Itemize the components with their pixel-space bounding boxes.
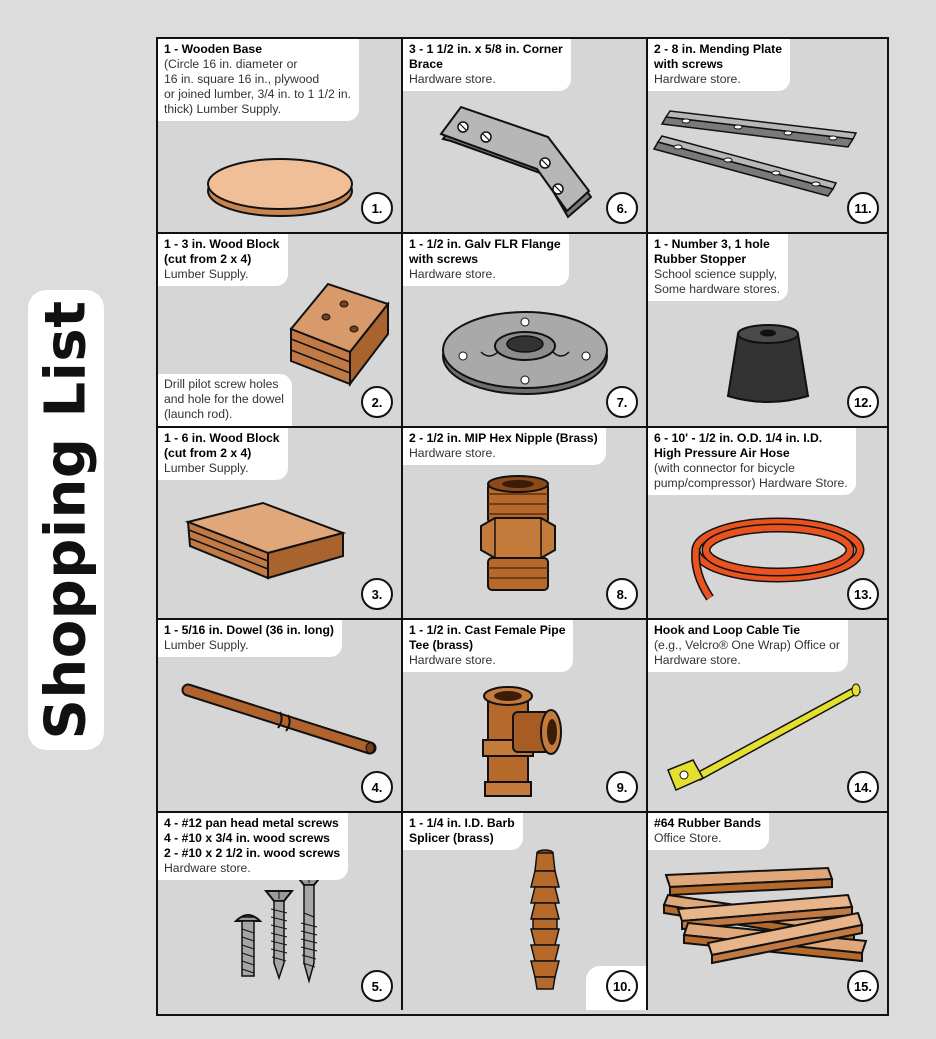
item-label xyxy=(648,620,848,672)
item-label xyxy=(648,428,856,495)
item-note: Drill pilot screw holes and hole for the dowel (launch rod). xyxy=(158,374,292,426)
item-number: 4. xyxy=(361,771,393,803)
list-item xyxy=(403,620,648,813)
item-title: 1 - 1/4 in. I.D. Barb Splicer (brass) xyxy=(409,816,515,845)
list-item xyxy=(158,428,403,620)
item-number: 10. xyxy=(606,970,638,1002)
item-number: 15. xyxy=(847,970,879,1002)
item-source: Lumber Supply. xyxy=(164,267,249,281)
item-source: Hardware store. xyxy=(164,861,251,875)
item-title: 2 - 8 in. Mending Plate with screws xyxy=(654,42,782,71)
item-number: 7. xyxy=(606,386,638,418)
item-label xyxy=(403,234,569,286)
item-source: Lumber Supply. xyxy=(164,461,249,475)
item-source: Hardware store. xyxy=(654,72,741,86)
list-item xyxy=(403,428,648,620)
item-title: 6 - 10' - 1/2 in. O.D. 1/4 in. I.D. High Pressure Air Hose xyxy=(654,431,823,460)
item-number: 3. xyxy=(361,578,393,610)
item-number: 1. xyxy=(361,192,393,224)
list-item xyxy=(648,234,887,428)
item-title: Hook and Loop Cable Tie xyxy=(654,623,801,637)
item-label xyxy=(648,39,790,91)
item-label xyxy=(648,234,788,301)
item-source: Lumber Supply. xyxy=(164,638,249,652)
item-label xyxy=(158,620,342,657)
list-item xyxy=(158,39,403,234)
item-title: 1 - 5/16 in. Dowel (36 in. long) xyxy=(164,623,334,637)
item-title: 1 - 1/2 in. Galv FLR Flange with screws xyxy=(409,237,561,266)
item-number: 14. xyxy=(847,771,879,803)
page-title: Shopping List xyxy=(33,300,99,740)
item-title: 4 - #12 pan head metal screws 4 - #10 x 3/4 in. wood screws 2 - #10 x 2 1/2 in. wood screws xyxy=(164,816,341,860)
item-title: #64 Rubber Bands xyxy=(654,816,762,830)
item-label xyxy=(403,813,523,850)
item-label xyxy=(158,428,288,480)
item-title: 1 - Number 3, 1 hole Rubber Stopper xyxy=(654,237,770,266)
item-number: 6. xyxy=(606,192,638,224)
list-item xyxy=(648,813,887,1010)
shopping-list-grid xyxy=(156,37,889,1016)
item-source: (with connector for bicycle pump/compressor) Hardware Store. xyxy=(654,461,848,490)
item-title: 3 - 1 1/2 in. x 5/8 in. Corner Brace xyxy=(409,42,563,71)
item-source: School science supply, Some hardware stores. xyxy=(654,267,780,296)
item-title: 1 - 6 in. Wood Block (cut from 2 x 4) xyxy=(164,431,280,460)
item-title: 1 - 1/2 in. Cast Female Pipe Tee (brass) xyxy=(409,623,566,652)
item-number: 13. xyxy=(847,578,879,610)
item-number: 2. xyxy=(361,386,393,418)
item-label xyxy=(403,428,606,465)
item-source: Hardware store. xyxy=(409,72,496,86)
item-title: 1 - Wooden Base xyxy=(164,42,262,56)
item-source: Office Store. xyxy=(654,831,722,845)
item-title: 1 - 3 in. Wood Block (cut from 2 x 4) xyxy=(164,237,280,266)
item-number: 5. xyxy=(361,970,393,1002)
item-label xyxy=(158,813,348,880)
page-title-box xyxy=(28,290,104,750)
item-number: 11. xyxy=(847,192,879,224)
list-item xyxy=(403,813,648,1010)
item-source: Hardware store. xyxy=(409,446,496,460)
item-label xyxy=(648,813,769,850)
item-source: Hardware store. xyxy=(409,653,496,667)
list-item xyxy=(158,234,403,428)
list-item xyxy=(648,620,887,813)
item-label xyxy=(158,234,288,286)
list-item xyxy=(648,428,887,620)
list-item xyxy=(648,39,887,234)
item-source: (e.g., Velcro® One Wrap) Office or Hardware store. xyxy=(654,638,840,667)
item-label xyxy=(403,620,573,672)
item-source: (Circle 16 in. diameter or 16 in. square 16 in., plywood or joined lumber, 3/4 in. to 1 1/2 in. thick) Lumber Supply. xyxy=(164,57,351,116)
list-item xyxy=(158,620,403,813)
list-item xyxy=(403,234,648,428)
item-title: 2 - 1/2 in. MIP Hex Nipple (Brass) xyxy=(409,431,598,445)
item-number: 12. xyxy=(847,386,879,418)
item-number: 9. xyxy=(606,771,638,803)
list-item xyxy=(158,813,403,1010)
list-item xyxy=(403,39,648,234)
item-label xyxy=(403,39,571,91)
item-number: 8. xyxy=(606,578,638,610)
item-source: Hardware store. xyxy=(409,267,496,281)
item-label xyxy=(158,39,359,121)
